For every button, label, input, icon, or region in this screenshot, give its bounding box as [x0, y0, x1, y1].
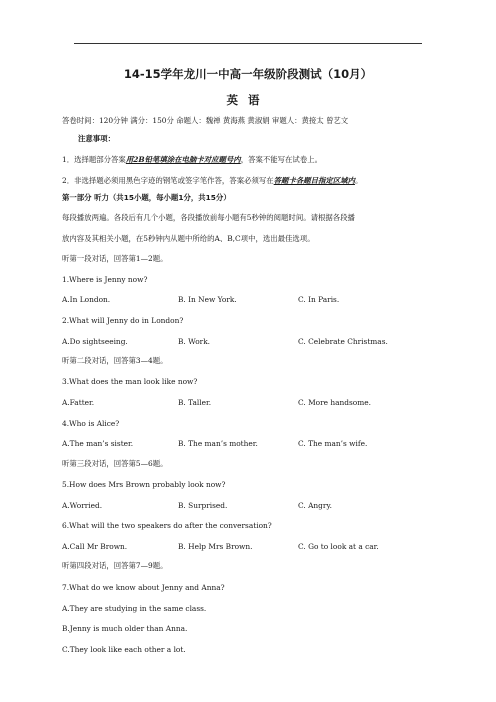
option-a: A.Worried.	[62, 501, 103, 510]
option-a: A.In London.	[62, 295, 111, 304]
part1-heading: 第一部分 听力（共15小题，每小题1分，共15分）	[62, 193, 231, 202]
section-2-heading: 听第二段对话，回答第3—4题。	[62, 356, 168, 365]
part1-instruction-2: 放内容及其相关小题，在5秒钟内从题中所给的A、B,C项中，选出最佳选项。	[62, 234, 315, 243]
question-3: 3.What does the man look like now?	[62, 377, 198, 386]
question-7-option-a: A.They are studying in the same class.	[62, 604, 207, 613]
option-c: C. Angry.	[298, 501, 332, 510]
note-2-tail: 。	[354, 176, 363, 185]
question-2: 2.What will Jenny do in London?	[62, 316, 184, 325]
exam-title: 14-15学年龙川一中高一年级阶段测试（10月）	[123, 67, 373, 81]
note-2	[62, 177, 362, 184]
option-b: B. Taller.	[178, 398, 212, 407]
subject-title: 英语	[226, 93, 270, 107]
notes-heading: 注意事项：	[78, 134, 115, 143]
question-6-options	[62, 543, 462, 553]
option-a: A.Do sightseeing.	[62, 337, 128, 346]
option-a: A.The man’s sister.	[62, 439, 134, 448]
option-b: B. The man’s mother.	[178, 439, 258, 448]
question-7-option-b: B.Jenny is much older than Anna.	[62, 624, 188, 633]
part1-instruction-1: 每段播放两遍。各段后有几个小题，各段播放前每小题有5秒钟的阅题时间。请根据各段播	[62, 213, 355, 222]
question-4: 4.Who is Alice?	[62, 419, 120, 428]
option-c: C. In Paris.	[298, 295, 340, 304]
question-7-option-c: C.They look like each other a lot.	[62, 645, 186, 654]
option-c: C. Celebrate Christmas.	[298, 337, 388, 346]
note-1-emphasis: 用2B铅笔填涂在电脑卡对应题号内	[125, 155, 241, 164]
option-a: A.Fatter.	[62, 398, 95, 407]
option-c: C. The man’s wife.	[298, 439, 368, 448]
note-1	[62, 156, 322, 163]
section-1-heading: 听第一段对话，回答第1—2题。	[62, 254, 168, 263]
note-2-text: 2．非选择题必须用黑色字迹的钢笔或签字笔作答，答案必须写在	[62, 176, 274, 185]
option-b: B. In New York.	[178, 295, 237, 304]
section-3-heading: 听第三段对话，回答第5—6题。	[62, 459, 168, 468]
question-5-options	[62, 502, 462, 512]
option-b: B. Help Mrs Brown.	[178, 542, 253, 551]
question-7: 7.What do we know about Jenny and Anna?	[62, 583, 225, 592]
question-2-options	[62, 338, 462, 348]
option-b: B. Surprised.	[178, 501, 228, 510]
option-c: C. Go to look at a car.	[298, 542, 379, 551]
question-5: 5.How does Mrs Brown probably look now?	[62, 480, 226, 489]
note-1-tail: ，答案不能写在试卷上。	[240, 155, 322, 164]
note-2-emphasis: 答题卡各题目指定区域内	[273, 176, 355, 185]
question-1-options	[62, 296, 462, 306]
option-c: C. More handsome.	[298, 398, 371, 407]
question-6: 6.What will the two speakers do after the conversation?	[62, 521, 272, 530]
option-a: A.Call Mr Brown.	[62, 542, 128, 551]
option-b: B. Work.	[178, 337, 211, 346]
question-3-options	[62, 399, 462, 409]
exam-info: 答卷时间：120分钟 满分：150分 命题人：魏禅 黄海燕 黄淑娟 审题人：黄接太 曾艺文	[62, 116, 349, 125]
note-1-text: 1．选择题部分答案	[62, 155, 126, 164]
question-4-options	[62, 440, 462, 450]
section-4-heading: 听第四段对话，回答第7—9题。	[62, 561, 168, 570]
header-rule	[74, 43, 422, 44]
question-1: 1.Where is Jenny now?	[62, 275, 148, 284]
